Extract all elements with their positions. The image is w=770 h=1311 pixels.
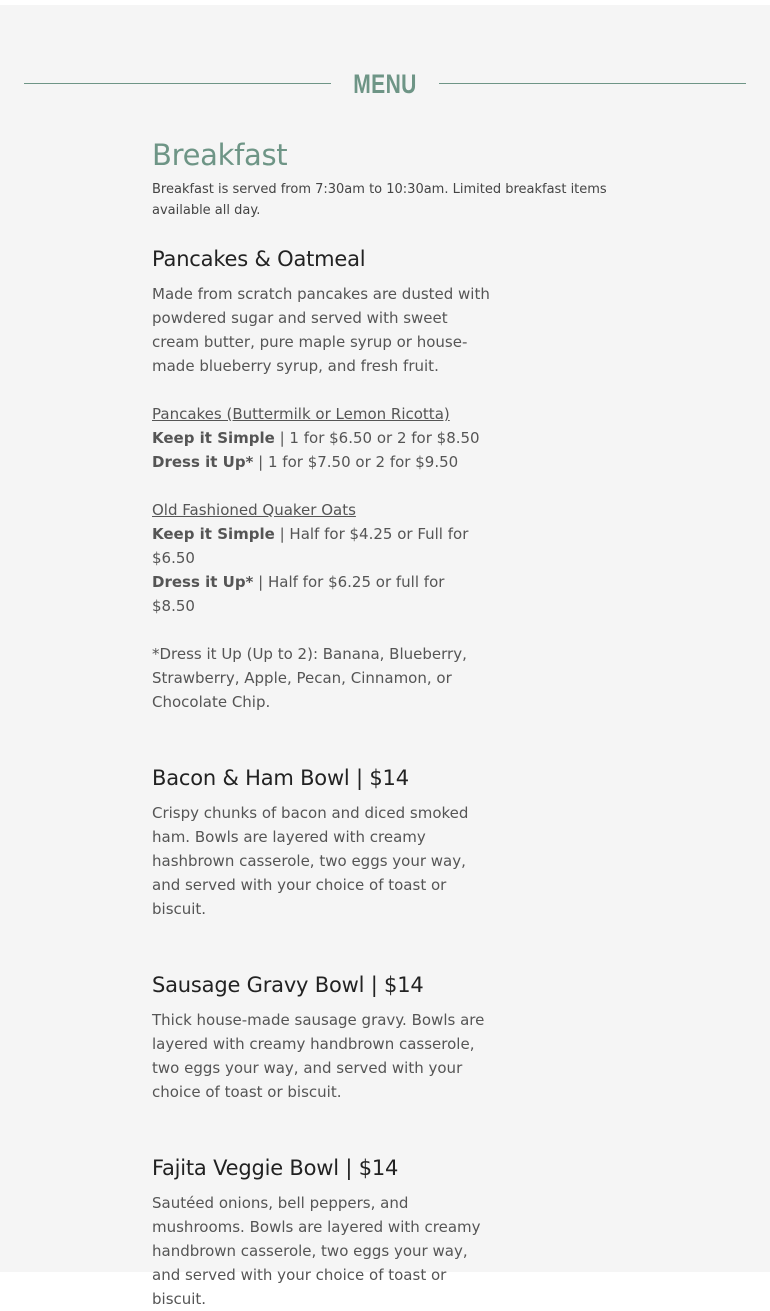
- pancakes-subheading: Pancakes (Buttermilk or Lemon Ricotta): [152, 405, 450, 423]
- item-title: Sausage Gravy Bowl | $14: [152, 973, 424, 997]
- option-name: Dress it Up*: [152, 453, 254, 471]
- section-title: Breakfast: [152, 138, 288, 172]
- menu-item-bacon-ham-bowl: [152, 763, 492, 921]
- option-name: Keep it Simple: [152, 429, 275, 447]
- header-divider-right: [439, 83, 746, 84]
- section-note: Breakfast is served from 7:30am to 10:30am. Limited breakfast items available all day.: [152, 182, 607, 218]
- option-name: Dress it Up*: [152, 573, 254, 591]
- item-description: Thick house-made sausage gravy. Bowls are layered with creamy handbrown casserole, two eggs your way, and served with your choice of toast or biscuit.: [152, 1011, 485, 1101]
- oats-subheading: Old Fashioned Quaker Oats: [152, 501, 356, 519]
- dress-it-up-footnote: *Dress it Up (Up to 2): Banana, Blueberry, Strawberry, Apple, Pecan, Cinnamon, or Chocolate Chip.: [152, 645, 467, 711]
- item-title: Bacon & Ham Bowl | $14: [152, 766, 409, 790]
- option-price: | Half for $4.25 or Full for $6.50: [152, 525, 469, 567]
- item-description: Made from scratch pancakes are dusted with powdered sugar and served with sweet cream butter, pure maple syrup or house-made blueberry syrup, and fresh fruit.: [152, 285, 490, 375]
- option-row: [152, 426, 492, 450]
- option-price: | Half for $6.25 or full for $8.50: [152, 573, 445, 615]
- item-description: Crispy chunks of bacon and diced smoked ham. Bowls are layered with creamy hashbrown casserole, two eggs your way, and served with your choice of toast or biscuit.: [152, 804, 469, 918]
- breakfast-section: [152, 133, 622, 1311]
- option-row: [152, 522, 492, 570]
- header-divider-left: [24, 83, 331, 84]
- option-name: Keep it Simple: [152, 525, 275, 543]
- menu-page: [0, 5, 770, 1308]
- option-price: | 1 for $6.50 or 2 for $8.50: [274, 429, 480, 447]
- item-description: Sautéed onions, bell peppers, and mushrooms. Bowls are layered with creamy handbrown casserole, two eggs your way, and served with your choice of toast or biscuit.: [152, 1194, 481, 1308]
- item-title: Fajita Veggie Bowl | $14: [152, 1156, 399, 1180]
- option-row: [152, 570, 492, 618]
- menu-item-fajita-veggie-bowl: [152, 1153, 492, 1311]
- menu-title: MENU: [353, 69, 417, 99]
- option-price: | 1 for $7.50 or 2 for $9.50: [253, 453, 459, 471]
- menu-item-pancakes-oatmeal: [152, 244, 492, 714]
- menu-header: [24, 63, 746, 105]
- menu-item-sausage-gravy-bowl: [152, 970, 492, 1104]
- item-title: Pancakes & Oatmeal: [152, 247, 366, 271]
- item-description-block: [152, 282, 492, 714]
- option-row: [152, 450, 492, 474]
